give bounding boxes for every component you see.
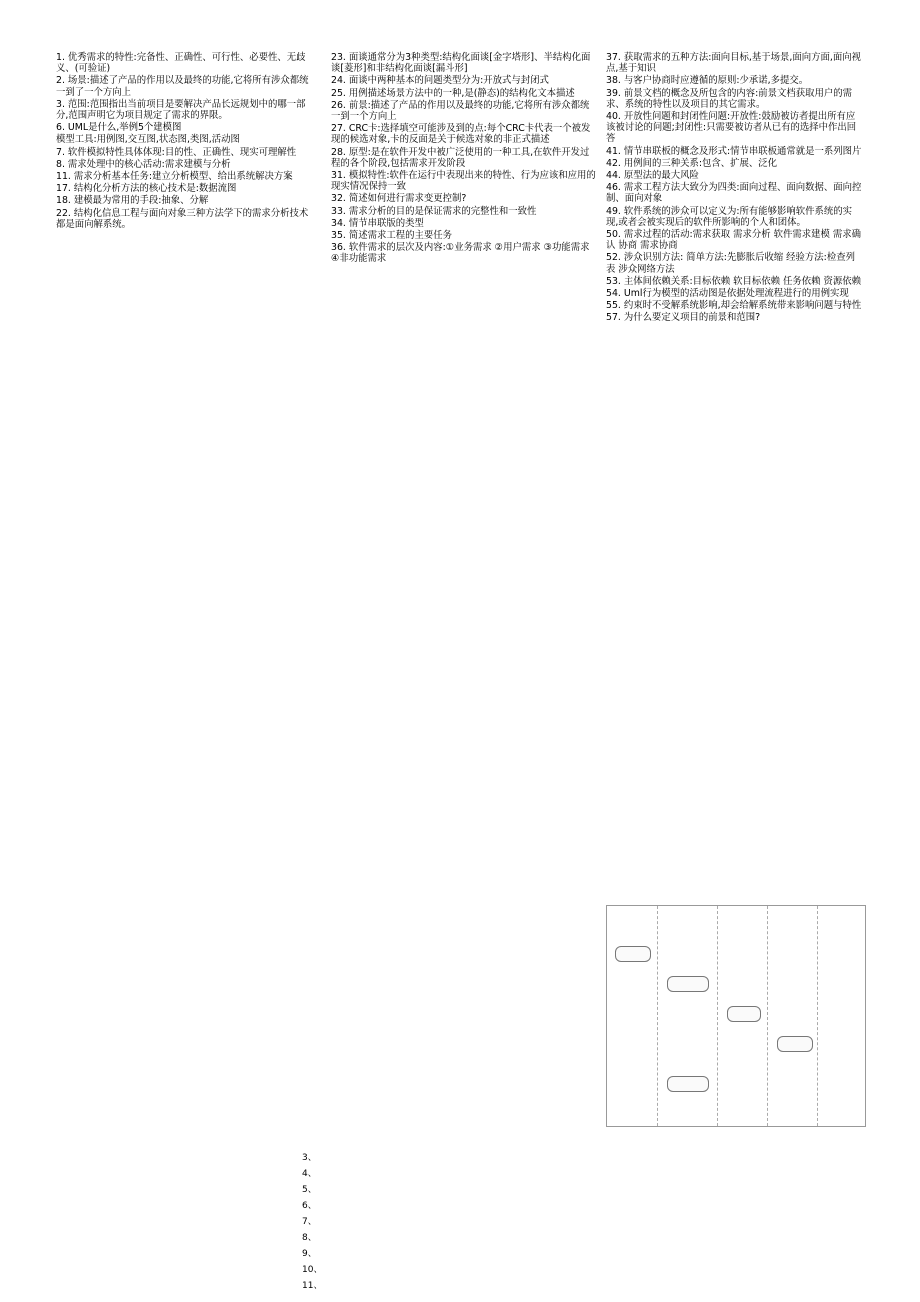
note-item: 36. 软件需求的层次及内容:①业务需求 ②用户需求 ③功能需求 ④非功能需求 (331, 242, 590, 265)
note-item: 39. 前景文档的概念及所包含的内容:前景文档获取用户的需求、系统的特性以及项目的其它需求。 (606, 87, 853, 110)
gutter-number: 5、 (302, 1185, 317, 1195)
note-item: 24. 面谈中两种基本的问题类型分为:开放式与封闭式 (331, 75, 549, 87)
note-item: 26. 前景:描述了产品的作用以及最终的功能,它将所有涉众都统一到一个方向上 (331, 99, 590, 123)
note-item: 42. 用例间的三种关系:包含、扩展、泛化 (606, 157, 778, 169)
note-item: 50. 需求过程的活动:需求获取 需求分析 软件需求建模 需求确认 协商 需求协商 (606, 229, 861, 252)
note-item: 1. 优秀需求的特性:完备性、正确性、可行性、必要性、无歧义、(可验证) (56, 52, 306, 75)
note-item: 34. 情节串联版的类型 (331, 217, 424, 229)
activity-diagram (606, 905, 866, 1127)
note-item: 55. 约束时不受解系统影响,却会给解系统带来影响问题与特性 (606, 300, 862, 312)
note-item: 49. 软件系统的涉众可以定义为:所有能够影响软件系统的实现,或者会被实现后的软件所影响的个人和团体。 (606, 205, 853, 228)
note-item: 23. 面谈通常分为3种类型:结构化面谈[金字塔形]、半结构化面谈[菱形]和非结构化面谈[漏斗形] (331, 52, 591, 75)
note-item: 18. 建模最为常用的手段:抽象、分解 (56, 195, 209, 207)
gutter-number: 10、 (302, 1265, 323, 1275)
gutter-number: 6、 (302, 1201, 317, 1211)
column-right (606, 52, 864, 325)
note-item: 22. 结构化信息工程与面向对象三种方法学下的需求分析技术都是面向解系统。 (56, 207, 309, 230)
note-item: 3. 范围:范围指出当前项目是要解决产品长远规划中的哪一部分,范围声明它为项目规定了需求的界限。 (56, 98, 306, 122)
note-item: 8. 需求处理中的核心活动:需求建模与分析 (56, 158, 231, 170)
column-middle (331, 52, 596, 266)
gutter-number: 4、 (302, 1169, 317, 1179)
note-item: 57. 为什么要定义项目的前景和范围? (606, 312, 761, 324)
gutter-number: 9、 (302, 1249, 317, 1259)
note-item: 33. 需求分析的目的是保证需求的完整性和一致性 (331, 205, 537, 217)
note-item: 31. 模拟特性:软件在运行中表现出来的特性、行为应该和应用的现实情况保持一致 (331, 170, 596, 193)
note-item: 6. UML是什么,举例5个建模图 (56, 122, 182, 134)
gutter-number: 8、 (302, 1233, 317, 1243)
note-item: 模型工具:用例图,交互图,状态图,类图,活动图 (56, 134, 240, 146)
note-item: 38. 与客户协商时应遵循的原则:少承诺,多提交。 (606, 75, 809, 87)
note-item: 2. 场景:描述了产品的作用以及最终的功能,它将所有涉众都统一到了一个方向上 (56, 75, 309, 98)
note-item: 44. 原型法的最大风险 (606, 170, 699, 182)
note-item: 32. 简述如何进行需求变更控制? (331, 193, 467, 205)
note-item: 37. 获取需求的五种方法:面向目标,基于场景,面向方面,面向视点,基于知识 (606, 52, 861, 75)
note-item: 11. 需求分析基本任务:建立分析模型、给出系统解决方案 (56, 171, 293, 183)
gutter-number: 11、 (302, 1281, 323, 1291)
note-item: 17. 结构化分析方法的核心技术是:数据流图 (56, 183, 237, 195)
note-item: 7. 软件模拟特性具体体现:目的性、正确性、现实可理解性 (56, 146, 297, 158)
note-item: 54. Uml行为模型的活动图是依据处理流程进行的用例实现 (606, 288, 849, 300)
gutter-number: 7、 (302, 1217, 317, 1227)
note-item: 53. 主体间依赖关系:目标依赖 软目标依赖 任务依赖 资源依赖 (606, 275, 861, 287)
note-item: 27. CRC卡:选择填空可能涉及到的点:每个CRC卡代表一个被发现的候选对象,卡的反面是关于候选对象的非正式描述 (331, 123, 591, 146)
gutter-number: 3、 (302, 1153, 317, 1163)
note-item: 35. 简述需求工程的主要任务 (331, 230, 453, 242)
note-item: 41. 情节串联板的概念及形式:情节串联板通常就是一系列图片 (606, 145, 862, 157)
note-item: 25. 用例描述场景方法中的一种,是(静态)的结构化文本描述 (331, 87, 575, 99)
note-item: 40. 开放性问题和封闭性问题:开放性:鼓励被访者提出所有应该被讨论的问题;封闭性:只需要被访者从已有的选择中作出回答 (606, 111, 857, 145)
note-item: 46. 需求工程方法大致分为四类:面向过程、面向数据、面向控制、面向对象 (606, 182, 862, 205)
note-item: 52. 涉众识别方法: 简单方法:先膨胀后收缩 经验方法:检查列表 涉众网络方法 (606, 252, 855, 275)
column-left (56, 52, 316, 231)
note-item: 28. 原型:是在软件开发中被广泛使用的一种工具,在软件开发过程的各个阶段,包括需求开发阶段 (331, 146, 590, 169)
